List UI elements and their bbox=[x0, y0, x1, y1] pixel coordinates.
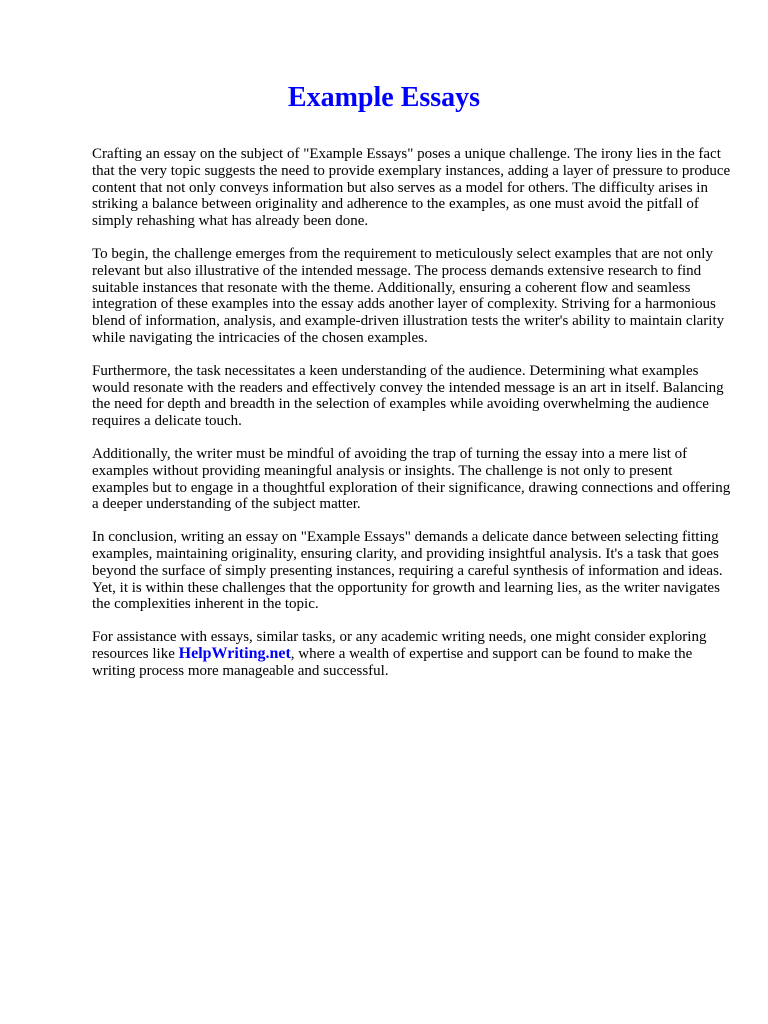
helpwriting-link[interactable]: HelpWriting.net bbox=[178, 644, 291, 662]
paragraph-5: In conclusion, writing an essay on "Example Essays" demands a delicate dance between selecting fitting examples, maintaining originality, ensuring clarity, and providing insightful analysis. It's a task that goes beyond the surface of simply presenting instances, requiring a careful synthesis of information and ideas. Yet, it is within these challenges that the opportunity for growth and learning lies, as the writer navigates the complexities inherent in the topic. bbox=[92, 529, 723, 613]
paragraph-3: Furthermore, the task necessitates a keen understanding of the audience. Determining what examples would resonate with the readers and effectively convey the intended message is an art in itself. Balancing the need for depth and breadth in the selection of examples while avoiding overwhelming the audience requires a delicate touch. bbox=[92, 362, 724, 430]
closing-paragraph bbox=[92, 629, 732, 679]
document-body bbox=[92, 146, 732, 696]
paragraph-2: To begin, the challenge emerges from the requirement to meticulously select examples that are not only relevant but also illustrative of the intended message. The process demands extensive research to find suitable instances that resonate with the theme. Additionally, ensuring a coherent flow and seamless integration of these examples into the essay adds another layer of complexity. Striving for a harmonious blend of information, analysis, and example-driven illustration tests the writer's ability to maintain clarity while navigating the intricacies of the chosen examples. bbox=[92, 245, 725, 346]
closing-text-after-link: , where a wealth of expertise and support can be found to make the writing process more manageable and successful. bbox=[92, 645, 693, 679]
paragraph-4: Additionally, the writer must be mindful of avoiding the trap of turning the essay into a mere list of examples without providing meaningful analysis or insights. The challenge is not only to present examples but to engage in a thoughtful exploration of their significance, drawing connections and offering a deeper understanding of the subject matter. bbox=[92, 445, 731, 513]
paragraph-1: Crafting an essay on the subject of "Example Essays" poses a unique challenge. The irony lies in the fact that the very topic suggests the need to provide exemplary instances, adding a layer of pressure to produce content that not only conveys information but also serves as a model for others. The difficulty arises in striking a balance between originality and adherence to the examples, as one must avoid the pitfall of simply rehashing what has already been done. bbox=[92, 146, 731, 230]
closing-text-before-link: For assistance with essays, similar tasks, or any academic writing needs, one might consider exploring resources like bbox=[92, 629, 707, 662]
document-title: Example Essays bbox=[287, 82, 481, 113]
